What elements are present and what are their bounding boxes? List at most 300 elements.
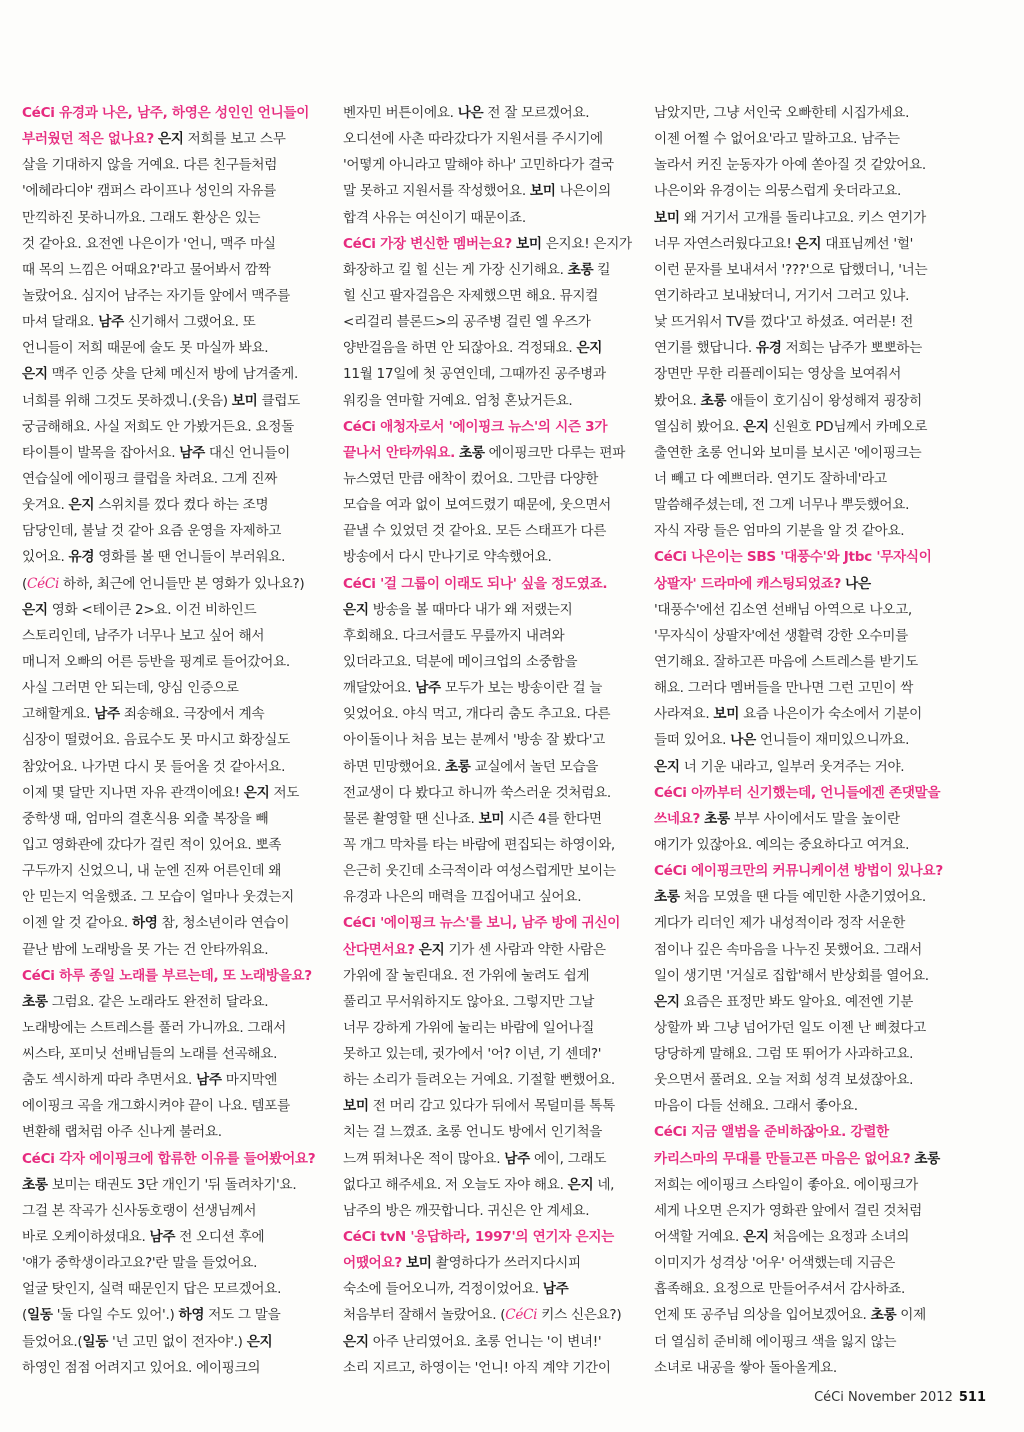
answer-text: 심장이 떨렸어요. 음료수도 못 마시고 화장실도 (22, 732, 290, 749)
answer-text: 후회해요. 다크서클도 무릎까지 내려와 (343, 627, 565, 644)
answer-text: 안 믿는지 억울했죠. 그 모습이 얼마나 웃겼는지 (22, 889, 294, 906)
answer-text: 상할까 봐 그냥 넘어가던 일도 이젠 난 삐쳤다고 (654, 1019, 926, 1036)
answer-text: 웃으면서 풀려요. 오늘 저희 성격 보셨잖아요. (654, 1072, 914, 1089)
text-line (654, 231, 950, 257)
text-line (343, 1198, 639, 1224)
article-column-1 (22, 100, 318, 1381)
text-line (343, 1276, 639, 1302)
speaker-name: 나은 (457, 105, 484, 121)
answer-text: 요즘은 표정만 봐도 알아요. 예전엔 기분 (679, 993, 914, 1010)
answer-text: 에이, 그래도 (529, 1150, 607, 1167)
interview-question: CéCi '걸 그룹이 이래도 되나' 싶을 정도였죠. (343, 575, 608, 592)
answer-text: 연기를 했답니다. (654, 340, 756, 357)
text-line (22, 414, 318, 440)
answer-text: 끝난 밤에 노래방을 못 가는 건 안타까워요. (22, 941, 269, 958)
text-line (343, 597, 639, 623)
speaker-name: 남주 (542, 1281, 569, 1298)
text-line (22, 937, 318, 963)
answer-text: 저희는 에이핑크 스타일이 좋아요. 에이핑크가 (654, 1176, 918, 1193)
text-line (343, 152, 639, 178)
answer-text: 저도 (269, 784, 300, 801)
answer-text: 방송을 볼 때마다 내가 왜 저랬는지 (368, 601, 573, 618)
speaker-name: 은지 (22, 601, 48, 618)
answer-text: 그걸 본 작곡가 신사동호랭이 선생님께서 (22, 1202, 257, 1219)
answer-text: 것 같아요. 요전엔 나은이가 '언니, 맥주 마실 (22, 235, 276, 252)
answer-text: 촬영하다가 쓰러지다시피 (431, 1255, 581, 1272)
answer-text: 열심히 봤어요. (654, 418, 744, 435)
interview-question: CéCi 애청자로서 '에이핑크 뉴스'의 시즌 3가 (343, 418, 608, 435)
answer-text: 시즌 4를 한다면 (504, 810, 602, 827)
speaker-name: 보미 (654, 209, 680, 226)
speaker-name: 은지 (743, 418, 769, 435)
text-line (654, 257, 950, 283)
answer-text: 풀리고 무서워하지도 않아요. 그렇지만 그날 (343, 993, 595, 1010)
speaker-name: 은지 (343, 1333, 369, 1350)
answer-text: 하는 소리가 들려오는 거예요. 기절할 뻔했어요. (343, 1072, 615, 1089)
answer-text: 점이나 깊은 속마음을 나누진 못했어요. 그래서 (654, 941, 922, 958)
speaker-name: 은지 (246, 1333, 273, 1350)
text-line (654, 1302, 950, 1328)
text-line (654, 1276, 950, 1302)
answer-text: 영화를 볼 땐 언니들이 부러워요. (94, 549, 286, 566)
text-line (343, 283, 639, 309)
speaker-name: 은지 (567, 1176, 594, 1193)
text-line (343, 989, 639, 1015)
text-line (343, 1250, 639, 1276)
text-line (654, 1329, 950, 1355)
answer-text: '넌 고민 없이 전자야'.) (108, 1333, 247, 1350)
text-line (22, 100, 318, 126)
answer-text: 처음에는 요정과 소녀의 (768, 1229, 910, 1246)
text-line (343, 675, 639, 701)
answer-text: 느껴 뛰쳐나온 적이 많아요. (343, 1150, 505, 1167)
answer-text: 은근히 웃긴데 소극적이라 여성스럽게만 보이는 (343, 863, 616, 880)
text-line (654, 440, 950, 466)
text-line (654, 806, 950, 832)
text-line (343, 780, 639, 806)
answer-text: 키스 신은요?) (537, 1307, 622, 1324)
text-line (22, 518, 318, 544)
answer-text: 어색할 거예요. (654, 1229, 744, 1246)
answer-text: 그럼요. 같은 노래라도 완전히 달라요. (47, 993, 269, 1010)
answer-text: 저희를 보고 스무 (183, 131, 286, 148)
interview-question: CéCi 나은이는 SBS '대풍수'와 Jtbc '무자식이 (654, 549, 932, 566)
answer-text: 클럽도 (257, 392, 300, 409)
text-line (654, 754, 950, 780)
answer-text: 신기해서 그랬어요. 또 (123, 314, 256, 331)
answer-text: 이젠 알 것 같아요. (22, 915, 132, 932)
interview-question: 쓰네요? (654, 810, 701, 827)
answer-text: 스위치를 껐다 켰다 하는 조명 (94, 497, 269, 514)
text-line (654, 623, 950, 649)
answer-text: 영화 <테이큰 2>요. 이건 비하인드 (47, 601, 257, 618)
answer-text: 참았어요. 나가면 다시 못 들어올 것 같아서요. (22, 758, 286, 775)
text-line (22, 1093, 318, 1119)
answer-text: 화장하고 킬 힐 신는 게 가장 신기해요. (343, 261, 568, 278)
answer-text: 해요. 그러다 멤버들을 만나면 그런 고민이 싹 (654, 680, 914, 697)
text-line (654, 205, 950, 231)
answer-text: 궁금해해요. 사실 저희도 안 가봤거든요. 요정돌 (22, 418, 294, 435)
text-line (22, 178, 318, 204)
answer-text: 이제 (896, 1307, 926, 1324)
text-line (22, 1172, 318, 1198)
text-line (22, 1355, 318, 1381)
answer-text: 하하, 최근에 언니들만 본 영화가 있나요?) (59, 575, 305, 592)
answer-text: 연기해요. 잘하고픈 마음에 스트레스를 받기도 (654, 653, 918, 670)
text-line (343, 1224, 639, 1250)
answer-text: 맥주 인증 샷을 단체 메신저 방에 남겨줄게. (47, 366, 298, 383)
text-line (343, 1355, 639, 1381)
text-line (654, 1067, 950, 1093)
text-line (343, 100, 639, 126)
text-line (654, 309, 950, 335)
speaker-name: 보미 (231, 392, 258, 409)
answer-text: 타이틀이 발목을 잡아서요. (22, 444, 180, 461)
speaker-name: 남주 (149, 1229, 176, 1246)
answer-text: 너희를 위해 그것도 못하겠니.(웃음) (22, 392, 232, 409)
speaker-name: 나은 (845, 575, 871, 592)
answer-text: 꼭 개그 막차를 타는 바람에 편집되는 하영이와, (343, 836, 615, 853)
answer-text: 양반걸음을 하면 안 되잖아요. 걱정돼요. (343, 340, 577, 357)
answer-text: 끝낼 수 있었던 것 같아요. 모든 스태프가 다른 (343, 523, 607, 540)
text-line (343, 937, 639, 963)
speaker-name: 보미 (516, 235, 542, 252)
text-line (343, 1119, 639, 1145)
page-number: 511 (958, 1390, 986, 1405)
answer-text: 가위에 잘 눌린대요. 전 가위에 눌려도 쉽게 (343, 967, 590, 984)
answer-text: 있어요. (22, 549, 69, 566)
answer-text: 들떠 있어요. (654, 732, 731, 749)
answer-text: 남았지만, 그냥 서인국 오빠한테 시집가세요. (654, 105, 910, 121)
interview-question: CéCi 지금 앨범을 준비하잖아요. 강렬한 (654, 1124, 889, 1141)
answer-text: 이젠 어쩔 수 없어요'라고 말하고요. 남주는 (654, 131, 900, 148)
text-line (22, 1015, 318, 1041)
speaker-name: 은지 (343, 601, 369, 618)
answer-text: 전 잘 모르겠어요. (483, 105, 590, 121)
text-line (654, 466, 950, 492)
answer-text: <리걸리 블론드>의 공주병 걸린 엘 우즈가 (343, 314, 591, 331)
speaker-name: 은지 (795, 235, 822, 252)
answer-text: 담당인데, 불날 것 같아 요즘 운영을 자제하고 (22, 523, 282, 540)
text-line (22, 1198, 318, 1224)
answer-text: 숙소에 들어오니까, 걱정이었어요. (343, 1281, 543, 1298)
answer-text: 씨스타, 포미닛 선배님들의 노래를 선곡해요. (22, 1046, 278, 1063)
answer-text: 남주의 방은 깨끗합니다. 귀신은 안 계세요. (343, 1202, 590, 1219)
text-line (343, 623, 639, 649)
answer-text: 언니들이 재미있으니까요. (755, 732, 910, 749)
interview-question: CéCi 하루 종일 노래를 부르는데, 또 노래방을요? (22, 967, 312, 984)
text-line (343, 754, 639, 780)
answer-text: 애들이 호기심이 왕성해져 굉장히 (726, 392, 922, 409)
answer-text: 바로 오케이하셨대요. (22, 1229, 150, 1246)
text-line (654, 858, 950, 884)
answer-text: 아이돌이나 처음 보는 분께서 '방송 잘 봤다'고 (343, 732, 605, 749)
text-line (654, 910, 950, 936)
speaker-name: 보미 (713, 706, 740, 723)
answer-text: 킬 (593, 261, 611, 278)
interview-question: 상팔자' 드라마에 캐스팅되었죠? (654, 575, 842, 592)
text-line (343, 1015, 639, 1041)
speaker-name: 은지 (22, 366, 48, 383)
text-line (343, 1146, 639, 1172)
answer-text: 합격 사유는 여신이기 때문이죠. (343, 209, 526, 226)
answer-text: 자식 자랑 들은 엄마의 기분을 알 것 같아요. (654, 523, 905, 540)
speaker-name: 은지 (243, 784, 270, 801)
text-line (343, 1067, 639, 1093)
text-line (343, 858, 639, 884)
text-line (22, 283, 318, 309)
answer-text: 입고 영화관에 갔다가 걸린 적이 있어요. 뽀족 (22, 836, 282, 853)
answer-text: 아주 난리였어요. 초롱 언니는 '이 변녀!' (368, 1333, 602, 1350)
speaker-name: 나은 (730, 732, 756, 749)
answer-text: '둘 다일 수도 있어'.) (52, 1307, 179, 1324)
answer-text: ( (22, 1307, 28, 1324)
text-line (343, 361, 639, 387)
answer-text: 말씀해주셨는데, 전 그게 너무나 뿌듯했어요. (654, 497, 910, 514)
text-line (343, 414, 639, 440)
speaker-name: 남주 (415, 680, 441, 697)
speaker-name: 은지 (654, 758, 680, 775)
answer-text: 깨달았어요. (343, 680, 416, 697)
answer-text: 때 목의 느낌은 어때요?'라고 물어봐서 깜짝 (22, 261, 271, 278)
answer-text: 교실에서 놀던 모습을 (470, 758, 599, 775)
text-line (343, 832, 639, 858)
speaker-name: 보미 (343, 1098, 369, 1115)
text-line (343, 1302, 639, 1328)
text-line (22, 1224, 318, 1250)
text-line (654, 100, 950, 126)
text-line (654, 727, 950, 753)
answer-text: 언제 또 공주님 의상을 입어보겠어요. (654, 1307, 871, 1324)
text-line (654, 701, 950, 727)
answer-text: 저희는 남주가 뽀뽀하는 (781, 340, 922, 357)
answer-text: 벤자민 버튼이에요. (343, 105, 458, 121)
answer-text: 전 오디션 후에 (175, 1229, 265, 1246)
text-line (343, 1172, 639, 1198)
text-line (22, 1119, 318, 1145)
answer-text: 흡족해요. 요정으로 만들어주셔서 감사하죠. (654, 1281, 906, 1298)
answer-text: 네, (593, 1176, 615, 1193)
interview-question: CéCi 각자 에이핑크에 합류한 이유를 들어봤어요? (22, 1150, 316, 1167)
text-line (343, 1041, 639, 1067)
text-line (22, 1146, 318, 1172)
interview-question: 어땠어요? (343, 1255, 402, 1272)
speaker-name: 남주 (504, 1150, 530, 1167)
answer-text: 너무 자연스러웠다고요! (654, 235, 796, 252)
text-line (343, 257, 639, 283)
text-line (22, 492, 318, 518)
interview-question: 카리스마의 무대를 만들고픈 마음은 없어요? (654, 1150, 911, 1167)
interview-question: CéCi 에이핑크만의 커뮤니케이션 방법이 있나요? (654, 863, 943, 880)
answer-text: 구두까지 신었으니, 내 눈엔 진짜 어른인데 왜 (22, 863, 282, 880)
text-line (654, 518, 950, 544)
text-line (654, 884, 950, 910)
speaker-name: 하영 (178, 1307, 205, 1324)
speaker-name: 하영 (131, 915, 158, 932)
answer-text: 보미는 태권도 3단 개인기 '뒤 돌려차기'요. (47, 1176, 297, 1193)
answer-text: 부부 사이에서도 말을 높이란 (729, 810, 900, 827)
speaker-name: 초롱 (22, 993, 48, 1010)
interview-question: CéCi 유경과 나은, 남주, 하영은 성인인 언니들이 (22, 105, 310, 121)
text-line (654, 414, 950, 440)
text-line (22, 1041, 318, 1067)
text-line (654, 1224, 950, 1250)
text-line (654, 126, 950, 152)
answer-text: 나은이와 유경이는 의뭉스럽게 웃더라고요. (654, 183, 902, 200)
text-line (22, 1250, 318, 1276)
answer-text: 낯 뜨거워서 TV를 껐다'고 하셨죠. 여러분! 전 (654, 314, 914, 331)
speaker-name: 남주 (98, 314, 124, 331)
answer-text: 사실 그러면 안 되는데, 양심 인증으로 (22, 680, 239, 697)
speaker-name: 초롱 (444, 758, 471, 775)
text-line (654, 1146, 950, 1172)
speaker-name: 일동 (82, 1333, 109, 1350)
answer-text: 치는 걸 느꼈죠. 초롱 언니도 방에서 인기척을 (343, 1124, 603, 1141)
text-line (22, 910, 318, 936)
answer-text: 없다고 해주세요. 저 오늘도 자야 해요. (343, 1176, 568, 1193)
speaker-name: 초롱 (704, 810, 730, 827)
text-line (654, 388, 950, 414)
text-line (343, 806, 639, 832)
answer-text: '대풍수'에선 김소연 선배님 아역으로 나오고, (654, 601, 912, 618)
text-line (22, 152, 318, 178)
speaker-name: 초롱 (654, 889, 680, 906)
text-line (343, 205, 639, 231)
answer-text: 못하고 있는데, 귓가에서 '어? 이년, 기 센데?' (343, 1046, 602, 1063)
speaker-name: 유경 (68, 549, 95, 566)
text-line (654, 544, 950, 570)
answer-text: 소녀로 내공을 쌓아 돌아올게요. (654, 1359, 837, 1376)
answer-text: 요즘 나은이가 숙소에서 기분이 (739, 706, 922, 723)
text-line (654, 178, 950, 204)
text-line (22, 440, 318, 466)
text-line (22, 832, 318, 858)
answer-text: 물론 촬영할 땐 신나죠. (343, 810, 479, 827)
answer-text: 하면 민망했어요. (343, 758, 445, 775)
answer-text: 왜 거기서 고개를 돌리냐고요. 키스 연기가 (679, 209, 926, 226)
answer-text: 나은이의 (555, 183, 611, 200)
answer-text: 세게 나오면 은지가 영화관 앞에서 걸린 것처럼 (654, 1202, 922, 1219)
text-line (654, 492, 950, 518)
text-line (22, 597, 318, 623)
text-line (22, 1276, 318, 1302)
text-line (22, 701, 318, 727)
text-line (343, 1093, 639, 1119)
answer-text: 춤도 섹시하게 따라 추면서요. (22, 1072, 197, 1089)
text-line (343, 518, 639, 544)
text-line (343, 963, 639, 989)
text-line (654, 152, 950, 178)
answer-text: 매니저 오빠의 어른 등반을 핑계로 들어갔어요. (22, 653, 290, 670)
answer-text: '무자식이 상팔자'에선 생활력 강한 오수미를 (654, 627, 908, 644)
text-line (654, 1355, 950, 1381)
text-line (22, 205, 318, 231)
answer-text: 출연한 초롱 언니와 보미를 보시곤 '에이핑크는 (654, 444, 922, 461)
text-line (343, 884, 639, 910)
speaker-name: 남주 (94, 706, 120, 723)
magazine-issue: CéCi November 2012 (814, 1390, 953, 1405)
text-line (22, 675, 318, 701)
text-line (654, 597, 950, 623)
text-line (343, 544, 639, 570)
answer-text: 방송에서 다시 만나기로 약속했어요. (343, 549, 552, 566)
text-line (22, 727, 318, 753)
page-footer (814, 1390, 986, 1405)
text-line (343, 440, 639, 466)
text-line (22, 544, 318, 570)
speaker-name: 은지 (743, 1229, 769, 1246)
text-line (343, 910, 639, 936)
answer-text: 장면만 무한 리플레이되는 영상을 보여줘서 (654, 366, 902, 383)
text-line (654, 1119, 950, 1145)
speaker-name: 초롱 (870, 1307, 897, 1324)
text-line (22, 884, 318, 910)
text-line (343, 178, 639, 204)
answer-text: 말 못하고 지원서를 작성했어요. (343, 183, 530, 200)
text-line (343, 388, 639, 414)
answer-text: 일이 생기면 '거실로 집합'해서 반상회를 열어요. (654, 967, 929, 984)
answer-text: 이미지가 성격상 '어우' 어색했는데 지금은 (654, 1255, 896, 1272)
speaker-name: 초롱 (458, 444, 485, 461)
answer-text: 살을 기대하지 않을 거예요. 다른 친구들처럼 (22, 157, 278, 174)
answer-text: 사라져요. (654, 706, 714, 723)
answer-text: 전교생이 다 봤다고 하니까 쑥스러운 것처럼요. (343, 784, 611, 801)
interview-question: CéCi 아까부터 신기했는데, 언니들에겐 존댓말을 (654, 784, 941, 801)
speaker-name: 초롱 (567, 261, 594, 278)
answer-text: 놀랐어요. 심지어 남주는 자기들 앞에서 맥주를 (22, 287, 290, 304)
text-line (654, 1172, 950, 1198)
answer-text: 에이핑크만 다루는 편파 (484, 444, 626, 461)
text-line (22, 1329, 318, 1355)
text-line (22, 309, 318, 335)
text-line (654, 1198, 950, 1224)
text-line (22, 780, 318, 806)
speaker-name: 은지 (418, 941, 445, 958)
text-line (654, 335, 950, 361)
text-line (22, 231, 318, 257)
ceci-logo: CéCi (27, 575, 60, 592)
answer-text: 처음 모였을 땐 다들 예민한 사춘기였어요. (679, 889, 926, 906)
text-line (22, 858, 318, 884)
text-line (654, 1093, 950, 1119)
answer-text: '어떻게 아니라고 말해야 하나' 고민하다가 결국 (343, 157, 614, 174)
text-line (654, 832, 950, 858)
text-line (343, 466, 639, 492)
text-line (654, 1041, 950, 1067)
answer-text: 은지요! 은지가 (541, 235, 632, 252)
answer-text: 에이핑크 곡을 개그화시켜야 끝이 나요. 템포를 (22, 1098, 290, 1115)
speaker-name: 초롱 (22, 1176, 48, 1193)
text-line (343, 1329, 639, 1355)
answer-text: 오디션에 사촌 따라갔다가 지원서를 주시기에 (343, 131, 603, 148)
text-line (22, 963, 318, 989)
speaker-name: 보미 (405, 1255, 432, 1272)
text-line (343, 126, 639, 152)
answer-text: 전 머리 감고 있다가 뒤에서 목덜미를 톡톡 (368, 1098, 615, 1115)
answer-text: 들었어요.( (22, 1333, 83, 1350)
text-line (654, 989, 950, 1015)
interview-question: 부러웠던 적은 없나요? (22, 131, 154, 148)
text-line (22, 806, 318, 832)
answer-text: 얘기가 있잖아요. 예의는 중요하다고 여겨요. (654, 836, 910, 853)
interview-question: 끝나서 안타까워요. (343, 444, 455, 461)
text-line (22, 623, 318, 649)
text-line (22, 466, 318, 492)
speaker-name: 은지 (68, 497, 95, 514)
text-line (654, 571, 950, 597)
answer-text: 봤어요. (654, 392, 701, 409)
answer-text: 모두가 보는 방송이란 걸 늘 (440, 680, 603, 697)
